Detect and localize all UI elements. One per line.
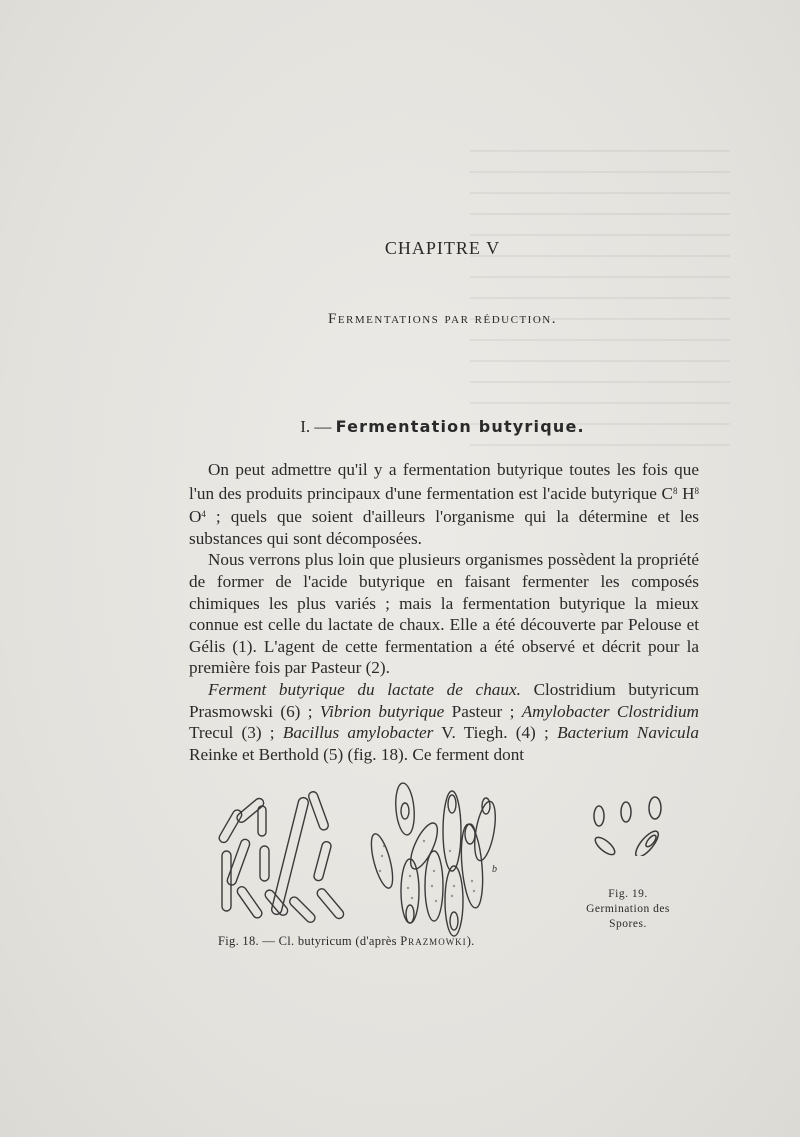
section-number: I. —	[300, 417, 336, 436]
rod-cell	[222, 851, 231, 911]
italic-name: Amylobacter Clostridium	[521, 701, 699, 721]
paragraph-2: Nous verrons plus loin que plusieurs organismes possèdent la propriété de former de l'acide butyrique en faisant fermenter les composés chimiques les plus variés ; mais la fermentation butyrique la mieux connue est celle du lactate de chaux. Elle a été découverte par Pelouse et Gélis (1). L'agent de cette fermentation a été observé et décrit pour la première fois par Pasteur (2).	[189, 550, 699, 678]
paragraph-3	[189, 679, 699, 765]
italic-name: Bacterium Navicula	[557, 723, 699, 743]
section-title: Fermentation butyrique.	[335, 417, 585, 436]
paragraph-1: On peut admettre qu'il y a fermentation butyrique toutes les fois que l'un des produits principaux d'une fermentation est l'acide butyrique $C^8$ $H^8$ $O^4$ ; quels que soient d'ailleurs l'organisme qui la détermine et les substances qui sont décomposées.	[189, 460, 699, 548]
figure-19-drawing	[583, 786, 693, 856]
text-run: V. Tiegh. (4) ;	[433, 723, 558, 743]
italic-name: Vibrion butyrique	[319, 701, 445, 721]
text-run: Clostridium butyricum Prasmowski (6) ;	[189, 679, 699, 721]
section-heading	[0, 417, 800, 437]
figure-18-label-b: b	[492, 864, 497, 875]
text-run: Pasteur ;	[444, 701, 522, 721]
figure-18-caption: Fig. 18. — Cl. butyricum (d'après Prazmowki).	[218, 934, 475, 948]
figure-19-caption: Fig. 19. Germination des Spores.	[586, 888, 670, 930]
text-run: Reinke et Berthold (5) (fig. 18). Ce ferment dont	[189, 744, 525, 764]
body-text	[189, 459, 699, 765]
italic-name: Ferment butyrique du lactate de chaux.	[208, 679, 521, 699]
chapter-title: CHAPITRE V	[384, 238, 501, 258]
chapter-subtitle: Fermentations par réduction.	[328, 311, 557, 327]
text-run: Trecul (3) ;	[189, 723, 283, 743]
bleed-through	[470, 150, 730, 450]
spore	[594, 806, 604, 826]
italic-name: Bacillus amylobacter	[282, 723, 434, 743]
